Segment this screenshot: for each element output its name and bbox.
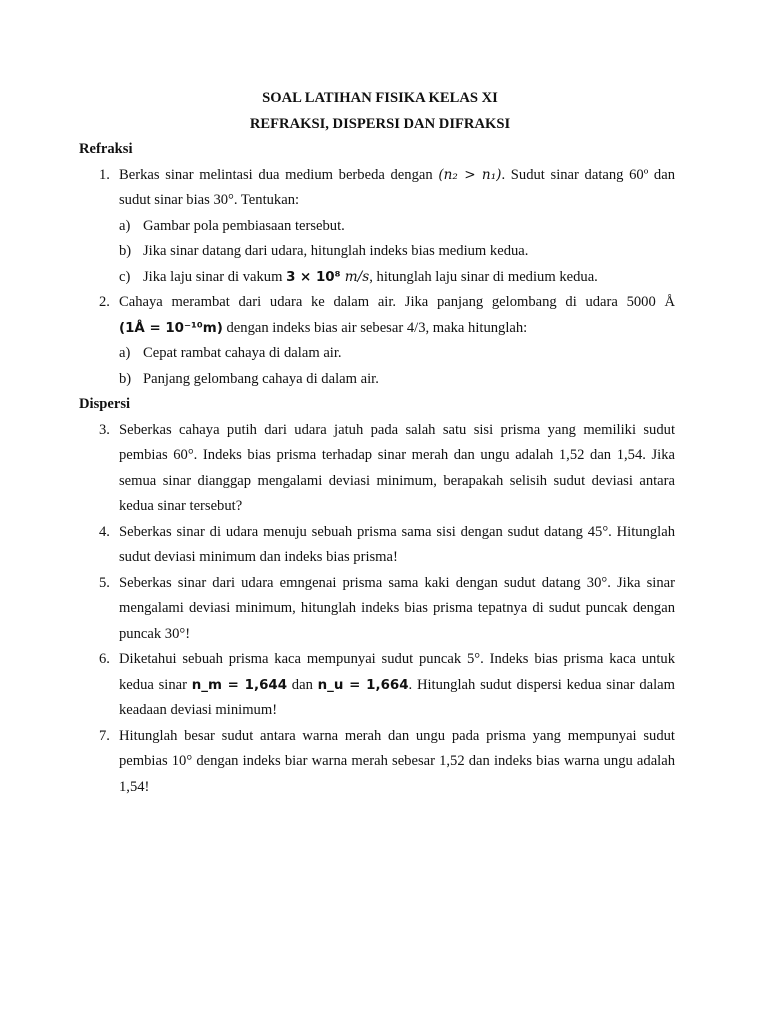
question-number: 6. [99, 651, 110, 667]
question-number: 2. [99, 294, 110, 310]
question-2 [79, 290, 675, 341]
question-text: . Sudut sinar datang 60º dan sudut sinar bias 30°. Tentukan: [119, 166, 675, 208]
sub-text: Cepat rambat cahaya di dalam air. [143, 345, 342, 361]
section-heading-dispersi: Dispersi [79, 396, 131, 412]
question-text: dengan indeks bias air sebesar 4/3, maka hitunglah: [222, 319, 528, 336]
sub-question-1c [79, 265, 675, 291]
question-number: 4. [99, 523, 110, 540]
question-1 [79, 163, 675, 214]
math-expression: n_u = 1,664 [317, 677, 409, 693]
question-number: 3. [99, 421, 110, 438]
question-text: Seberkas sinar dari udara emngenai prisma sama kaki dengan sudut datang 30°. Jika sinar mengalami deviasi minimum, hitunglah indeks bias prisma tepatnya di sudut puncak dengan puncak 30°! [119, 574, 675, 642]
sub-letter: a) [119, 217, 131, 234]
question-text: Seberkas cahaya putih dari udara jatuh pada salah satu sisi prisma yang memiliki sudut pembias 60°. Indeks bias prisma terhadap sinar merah dan ungu adalah 1,52 dan 1,54. Jika semua sinar dianggap mengalami deviasi minimum, berapakah selisih sudut deviasi antara kedua sinar tersebut? [119, 421, 675, 514]
sub-letter: a) [119, 345, 131, 361]
math-expression: n_m = 1,644 [191, 677, 288, 693]
question-number: 7. [99, 727, 110, 744]
math-expression: (1Å = 10⁻¹⁰m) [119, 320, 223, 336]
sub-letter: b) [119, 370, 132, 387]
title-line-2: REFRAKSI, DISPERSI DAN DIFRAKSI [249, 115, 511, 132]
sub-question-2a [79, 341, 675, 367]
section-heading-refraksi: Refraksi [79, 141, 133, 157]
sub-letter: b) [119, 243, 132, 259]
sub-question-2b [79, 367, 675, 393]
sub-text: Panjang gelombang cahaya di dalam air. [143, 370, 379, 387]
title-line-1: SOAL LATIHAN FISIKA KELAS XI [262, 90, 498, 106]
sub-question-1b [79, 239, 675, 265]
math-unit: m/s [340, 268, 370, 285]
question-number: 5. [99, 574, 110, 591]
question-4 [79, 520, 675, 571]
question-7 [79, 724, 675, 801]
question-text: . Hitunglah sudut dispersi kedua sinar dalam keadaan deviasi minimum! [119, 676, 675, 718]
math-expression: 3 × 10⁸ [286, 269, 341, 285]
sub-text: Jika sinar datang dari udara, hitunglah indeks bias medium kedua. [143, 243, 529, 259]
question-3 [79, 418, 675, 520]
question-text: Diketahui sebuah prisma kaca mempunyai sudut puncak 5°. Indeks bias prisma kaca untuk kedua sinar [119, 651, 675, 693]
question-5 [79, 571, 675, 648]
sub-question-1a [79, 214, 675, 240]
question-number: 1. [99, 166, 110, 183]
question-text: dan [287, 676, 318, 693]
question-text: Cahaya merambat dari udara ke dalam air. Jika panjang gelombang di udara 5000 Å [119, 294, 675, 310]
question-6 [79, 647, 675, 724]
question-text: Hitunglah besar sudut antara warna merah dan ungu pada prisma yang mempunyai sudut pembias 10° dengan indeks biar warna merah sebesar 1,52 dan indeks bias warna ungu adalah 1,54! [119, 727, 675, 795]
math-expression: (n₂ > n₁) [438, 166, 502, 183]
question-text: Seberkas sinar di udara menuju sebuah prisma sama sisi dengan sudut datang 45°. Hitunglah sudut deviasi minimum dan indeks bias prisma! [119, 523, 675, 565]
sub-text: , hitunglah laju sinar di medium kedua. [369, 268, 598, 285]
question-text: Berkas sinar melintasi dua medium berbeda dengan [119, 166, 439, 183]
sub-letter: c) [119, 268, 131, 285]
sub-text: Gambar pola pembiasaan tersebut. [143, 217, 345, 234]
sub-text: Jika laju sinar di vakum [143, 268, 287, 285]
